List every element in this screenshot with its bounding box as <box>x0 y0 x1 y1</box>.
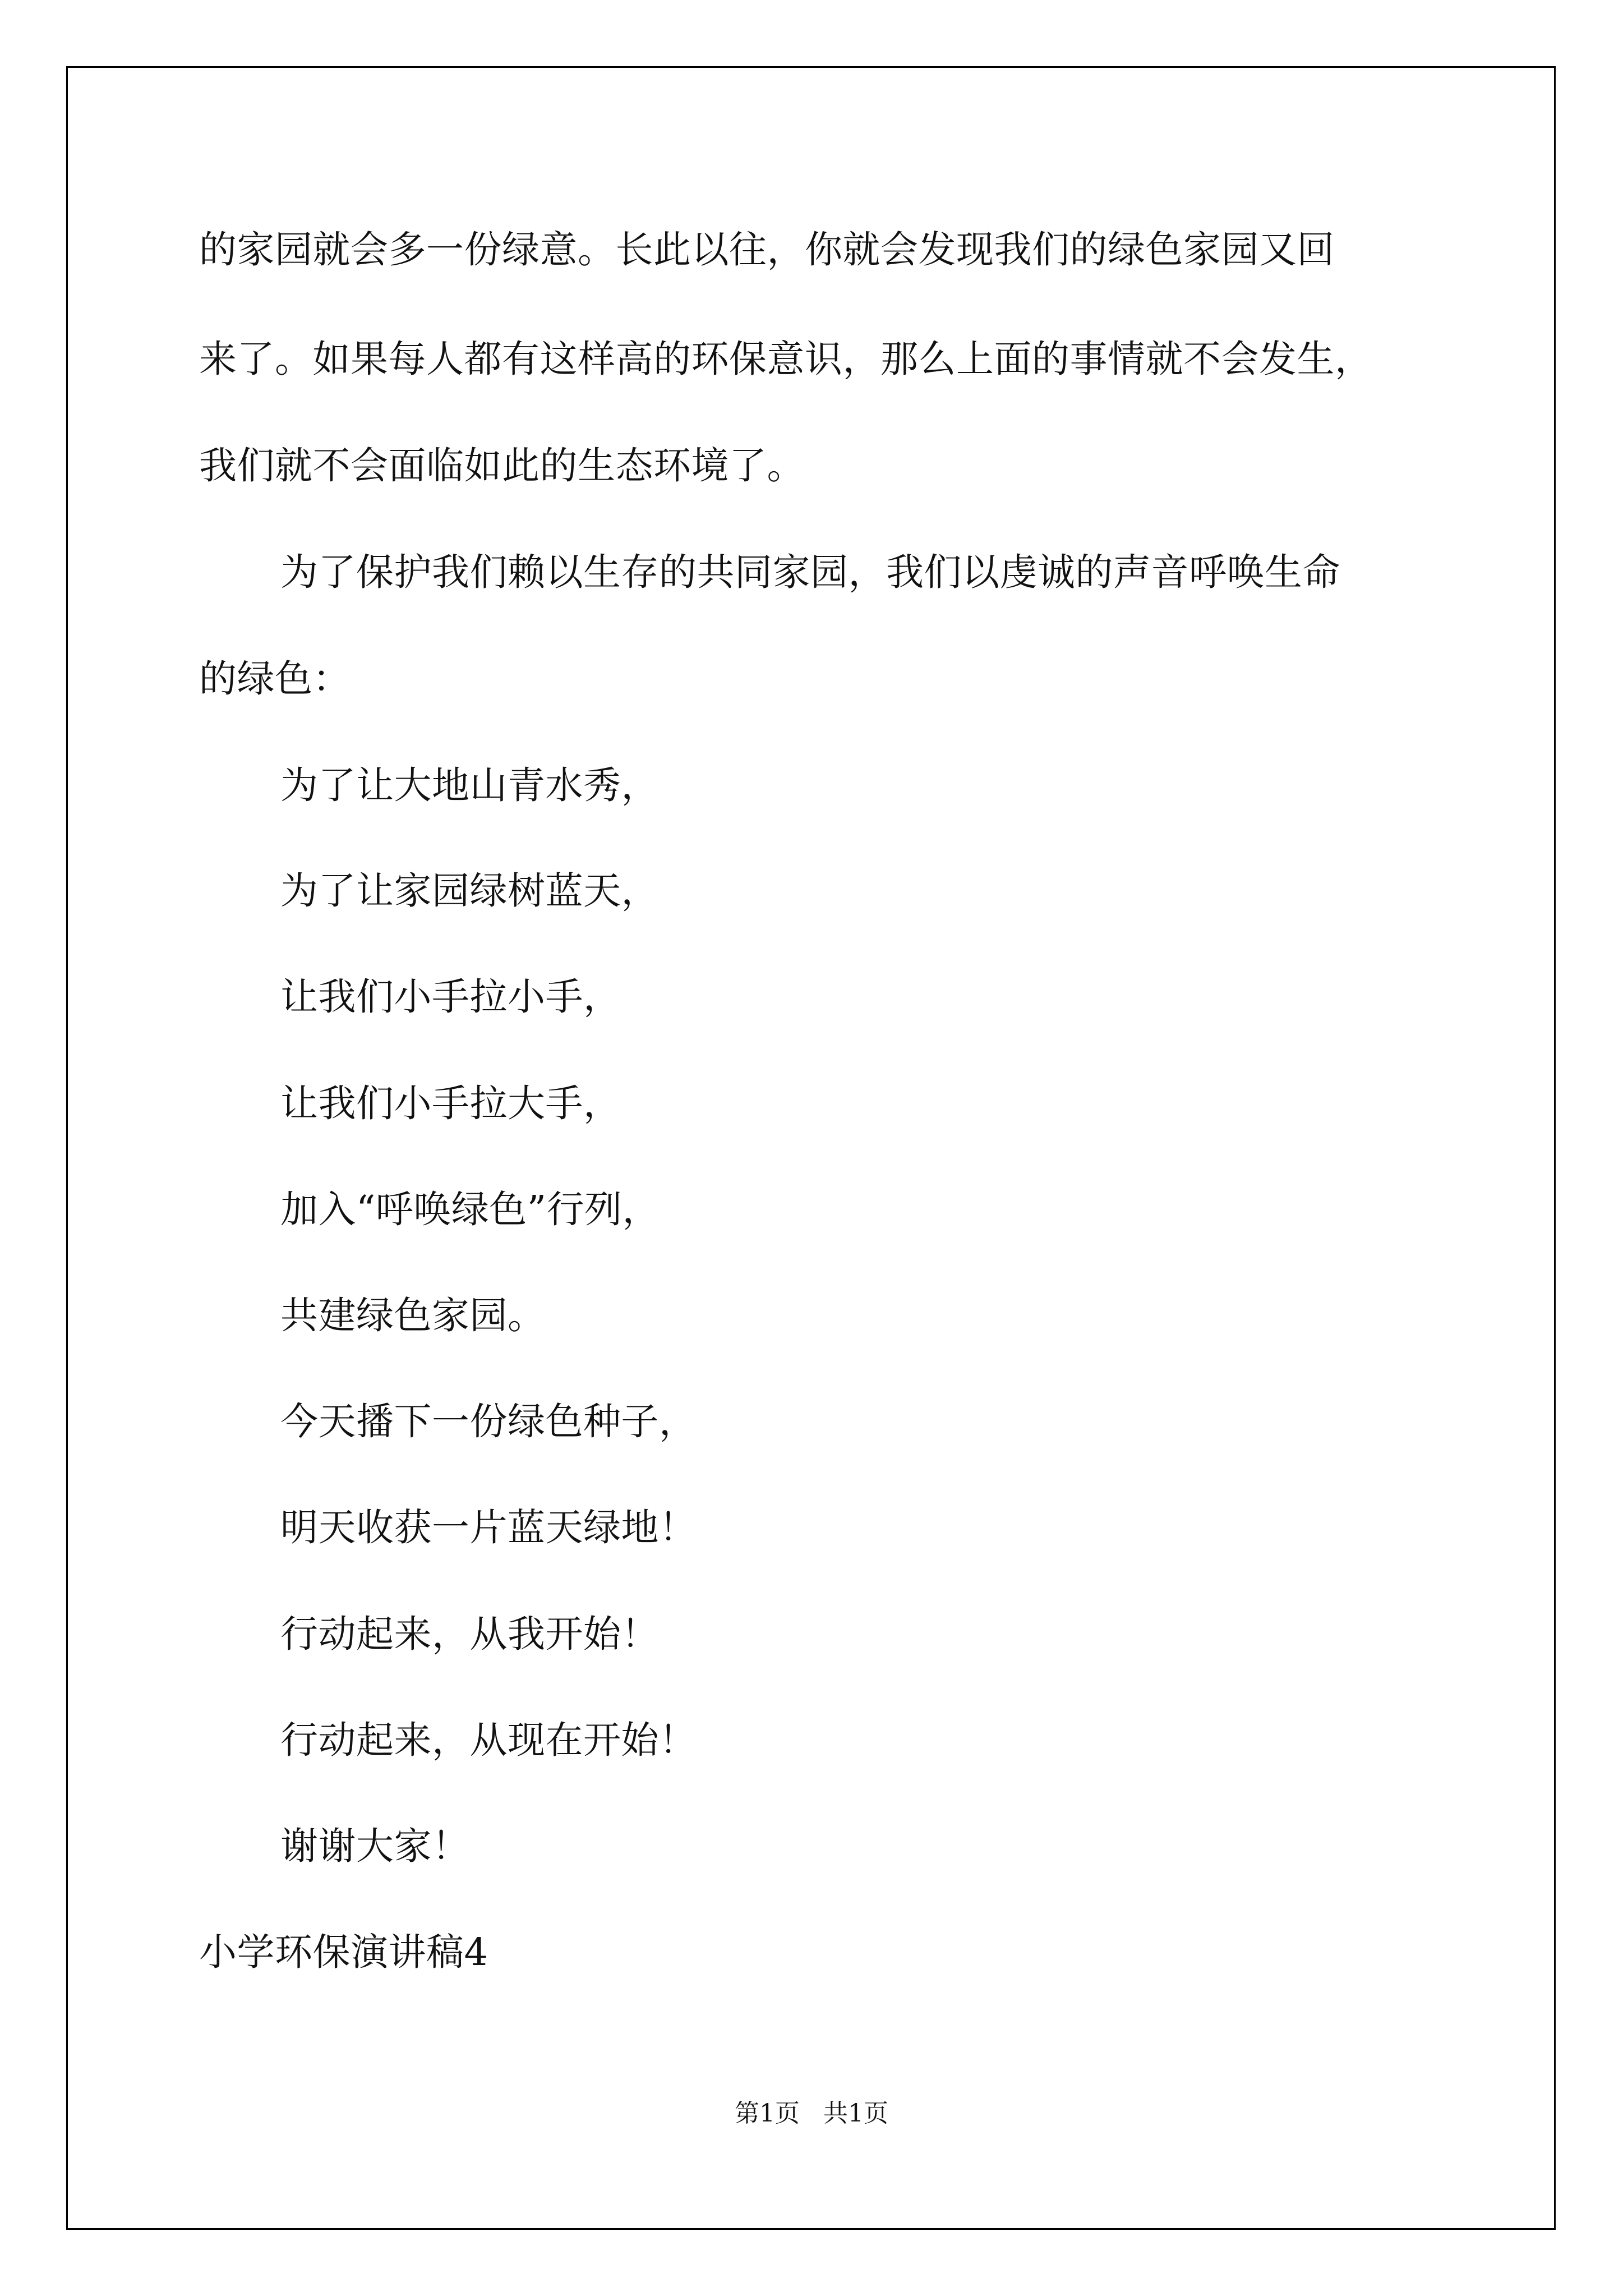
page-border <box>66 66 1556 2230</box>
verse-line: 谢谢大家！ <box>280 1824 470 1868</box>
verse-line: 行动起来，从现在开始！ <box>280 1718 697 1762</box>
verse-line: 为了让家园绿树蓝天， <box>280 869 659 913</box>
paragraph-line: 我们就不会面临如此的生态环境了。 <box>199 444 805 487</box>
verse-line: 今天播下一份绿色种子， <box>280 1400 697 1443</box>
paragraph-line: 为了保护我们赖以生存的共同家园，我们以虔诚的声音呼唤生命 <box>280 550 1340 594</box>
paragraph-line: 来了。如果每人都有这样高的环保意识，那么上面的事情就不会发生， <box>199 337 1373 381</box>
verse-line: 共建绿色家园。 <box>280 1294 546 1337</box>
page-footer: 第1页 共1页 <box>735 2099 888 2128</box>
verse-line: 明天收获一片蓝天绿地！ <box>280 1506 697 1549</box>
verse-line: 为了让大地山青水秀， <box>280 763 659 807</box>
verse-line: 让我们小手拉大手， <box>280 1082 621 1125</box>
verse-line: 加入“呼唤绿色”行列， <box>280 1188 661 1231</box>
section-heading: 小学环保演讲稿4 <box>199 1930 488 1974</box>
paragraph-line: 的家园就会多一份绿意。长此以往，你就会发现我们的绿色家园又回 <box>199 228 1335 272</box>
verse-line: 行动起来，从我开始！ <box>280 1612 659 1656</box>
verse-line: 让我们小手拉小手， <box>280 975 621 1019</box>
paragraph-line: 的绿色： <box>199 657 351 701</box>
